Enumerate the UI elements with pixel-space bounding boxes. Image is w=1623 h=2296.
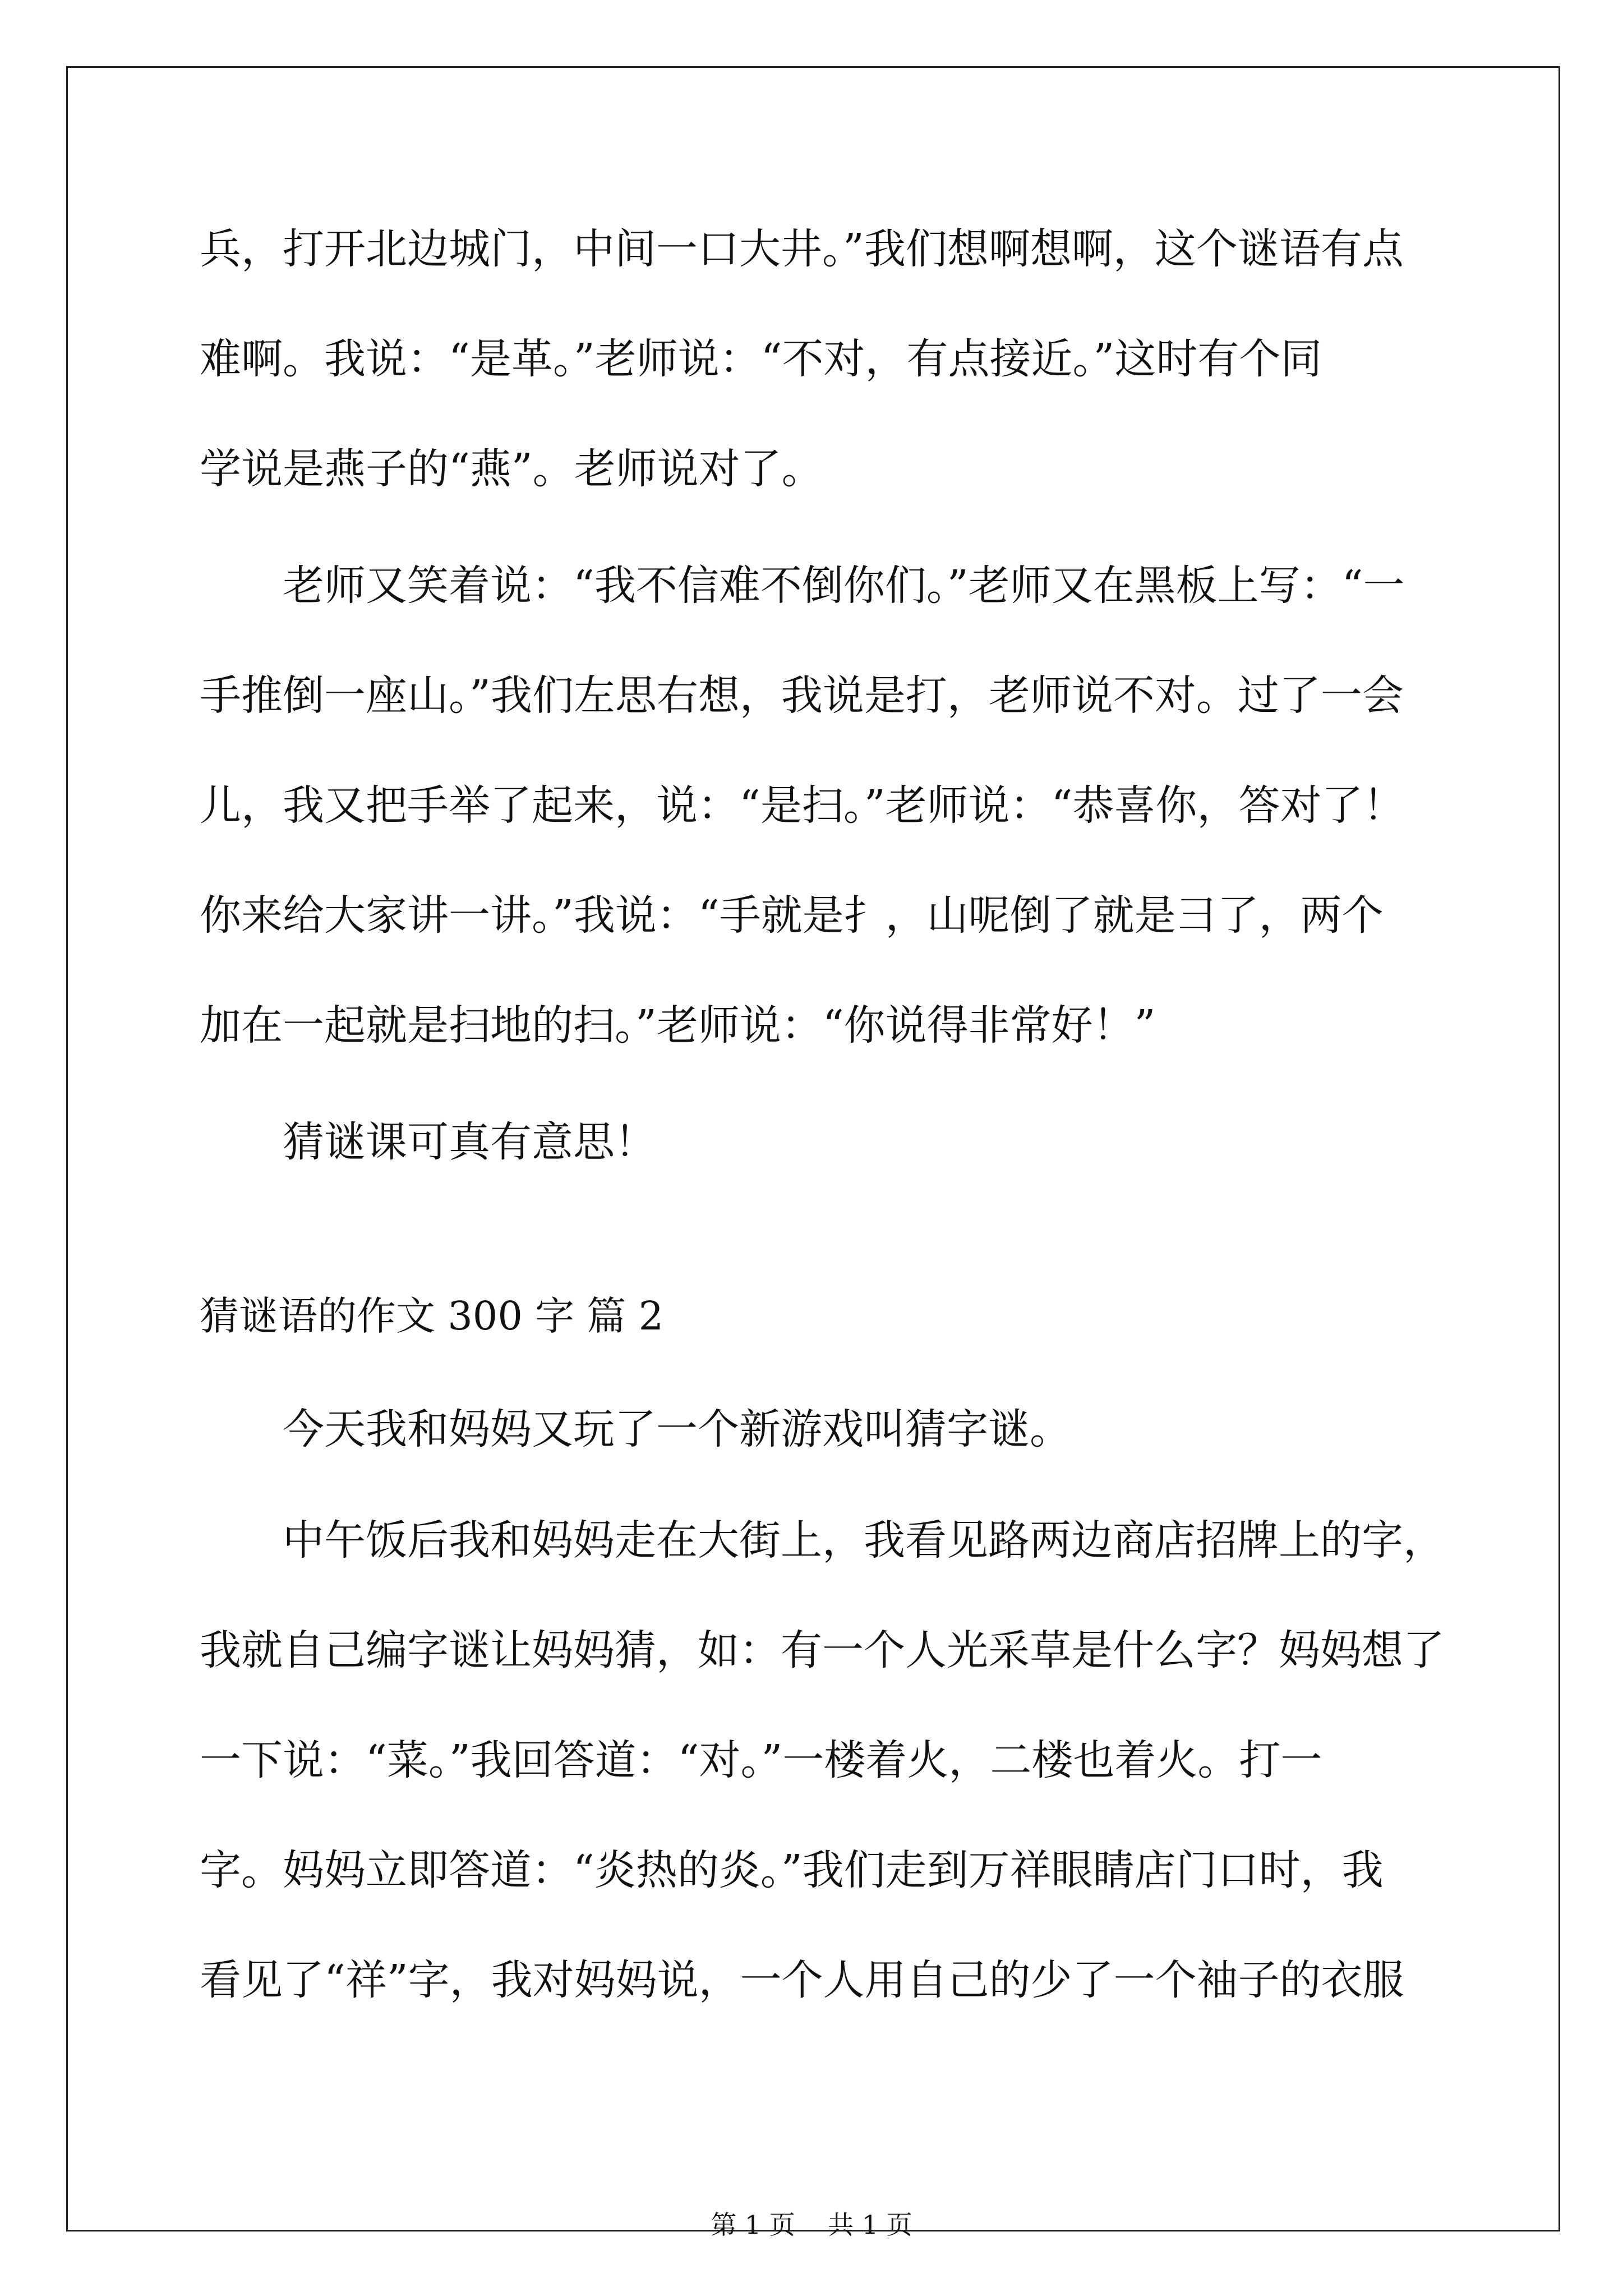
paragraph-text: 今天我和妈妈又玩了一个新游戏叫猜字谜。 bbox=[283, 1405, 1071, 1453]
paragraph-text: 兵，打开北边城门，中间一口大井。”我们想啊想啊，这个谜语有点 bbox=[200, 225, 1404, 273]
section-heading-text: 猜谜语的作文 300 字 篇 2 bbox=[200, 1293, 664, 1339]
paragraph-text: 字。妈妈立即答道：“炎热的炎。”我们走到万祥眼睛店门口时，我 bbox=[200, 1846, 1384, 1894]
paragraph-text: 老师又笑着说：“我不信难不倒你们。”老师又在黑板上写：“一 bbox=[283, 562, 1405, 610]
paragraph-text: 一下说：“菜。”我回答道：“对。”一楼着火，二楼也着火。打一 bbox=[200, 1736, 1322, 1784]
paragraph-text: 你来给大家讲一讲。”我说：“手就是扌，山呢倒了就是彐了，两个 bbox=[200, 891, 1384, 940]
page-number-label: 第 1 页 共 1 页 bbox=[711, 2210, 912, 2240]
paragraph-text: 看见了“祥”字，我对妈妈说，一个人用自己的少了一个袖子的衣服 bbox=[200, 1956, 1404, 2004]
paragraph-text: 加在一起就是扫地的扫。”老师说：“你说得非常好！” bbox=[200, 1001, 1156, 1050]
paragraph-text: 手推倒一座山。”我们左思右想，我说是打，老师说不对。过了一会 bbox=[200, 671, 1404, 720]
paragraph-text: 儿，我又把手举了起来，说：“是扫。”老师说：“恭喜你，答对了！ bbox=[200, 781, 1405, 830]
paragraph-text: 猜谜课可真有意思！ bbox=[283, 1118, 656, 1166]
page-footer bbox=[0, 2205, 1623, 2242]
paragraph-text: 难啊。我说：“是革。”老师说：“不对，有点接近。”这时有个同 bbox=[200, 335, 1322, 383]
paragraph-text: 中午饭后我和妈妈走在大街上，我看见路两边商店招牌上的字， bbox=[283, 1516, 1445, 1565]
paragraph-text: 学说是燕子的“燕”。老师说对了。 bbox=[200, 445, 823, 493]
paragraph-text: 我就自己编字谜让妈妈猜，如：有一个人光采草是什么字？妈妈想了 bbox=[200, 1626, 1445, 1674]
